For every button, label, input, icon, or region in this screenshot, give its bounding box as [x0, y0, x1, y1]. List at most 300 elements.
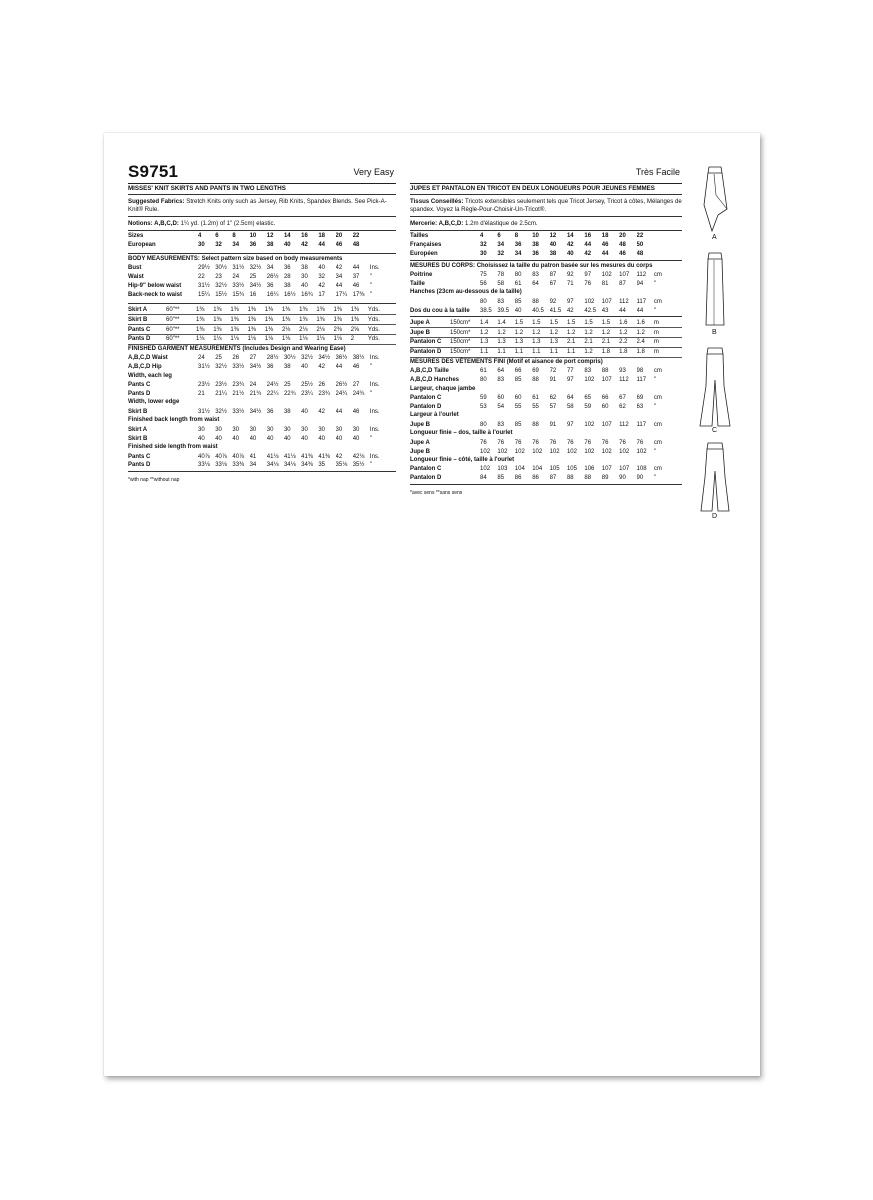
- view-b-drawing: [690, 251, 740, 341]
- table-cell: 102: [619, 448, 630, 455]
- row-label: Pants D: [128, 335, 166, 345]
- row-label: Skirt B: [128, 315, 166, 325]
- table-cell: 1⅜: [248, 325, 265, 335]
- table-cell: 83: [497, 298, 505, 305]
- table-row: [128, 315, 396, 325]
- table-row: [128, 425, 396, 434]
- table-cell: 40: [266, 435, 274, 442]
- table-cell: 30: [335, 426, 343, 433]
- hips-heading-fr: Hanches (23cm au-dessous de la taille): [410, 289, 522, 296]
- table-cell: 60: [601, 403, 609, 410]
- table-cell: 97: [566, 298, 574, 305]
- table-cell: 23½: [198, 382, 210, 389]
- unit: Ins.: [369, 382, 380, 389]
- table-cell: 38: [301, 265, 308, 272]
- table-cell: 36½: [335, 355, 348, 362]
- table-cell: 15½: [215, 291, 227, 298]
- table-cell: 16: [584, 233, 592, 240]
- table-cell: 1.2: [584, 347, 601, 357]
- table-row: [410, 376, 682, 385]
- unit: [370, 232, 396, 241]
- table-row: [128, 335, 396, 345]
- table-cell: 40.5: [532, 307, 544, 314]
- table-cell: 1.6: [637, 318, 654, 327]
- table-cell: 1.5: [532, 318, 549, 327]
- table-cell: 40: [352, 435, 360, 442]
- table-row: [410, 280, 682, 289]
- unit: Ins.: [369, 453, 380, 460]
- table-cell: 40: [198, 435, 205, 442]
- table-cell: 55: [514, 403, 522, 410]
- table-cell: 46: [335, 242, 343, 249]
- leg-width-table-fr: [410, 394, 682, 412]
- table-cell: 1.2: [567, 328, 584, 338]
- table-cell: 32½: [301, 355, 313, 362]
- table-row: [128, 325, 396, 335]
- table-cell: 1⅛: [299, 335, 316, 345]
- table-cell: 21¾: [249, 391, 262, 398]
- table-cell: 102: [636, 448, 647, 455]
- table-cell: 42: [318, 364, 326, 371]
- table-cell: 97: [584, 272, 592, 279]
- table-cell: 22: [636, 233, 644, 240]
- row-label: Pants C: [128, 453, 151, 460]
- unit: m: [654, 338, 682, 348]
- table-row: [410, 474, 682, 483]
- leg-width-heading-fr: Largeur, chaque jambe: [410, 385, 476, 392]
- table-cell: 1⅜: [230, 315, 247, 325]
- row-label: Jupe B: [410, 421, 431, 428]
- side-length-table-fr: [410, 465, 682, 483]
- table-cell: 102: [480, 448, 491, 455]
- view-label-d: D: [712, 513, 718, 520]
- french-column: [410, 165, 682, 496]
- table-cell: 1.2: [602, 328, 619, 338]
- table-cell: 37: [352, 274, 360, 281]
- table-cell: 30: [249, 426, 257, 433]
- table-cell: 83: [497, 421, 505, 428]
- unit: ": [369, 283, 373, 289]
- table-cell: 102: [532, 448, 543, 455]
- table-cell: 40: [549, 242, 557, 249]
- row-label: Tailles: [410, 233, 429, 240]
- table-cell: 1.5: [584, 318, 601, 327]
- back-length-heading-fr: Longueur finie – dos, taille à l'ourlet: [410, 430, 513, 437]
- back-length-table-fr: [410, 438, 682, 456]
- unit: Yds.: [368, 335, 396, 345]
- table-cell: 90: [636, 475, 644, 482]
- table-cell: 2.1: [567, 338, 584, 348]
- table-cell: 91: [549, 377, 557, 384]
- table-cell: 42: [335, 265, 343, 272]
- table-cell: 76: [584, 281, 592, 287]
- table-cell: 42: [584, 251, 592, 258]
- table-cell: 1⅜: [265, 315, 282, 325]
- body-measurements-table-fr: [410, 271, 682, 289]
- table-cell: 26½: [335, 382, 348, 389]
- table-row: [410, 465, 682, 474]
- unit: ": [653, 377, 657, 384]
- table-cell: 6: [497, 233, 501, 240]
- table-cell: 28: [283, 274, 291, 281]
- table-cell: 42: [566, 242, 574, 249]
- table-cell: 1⅜: [213, 315, 230, 325]
- row-label: Pantalon C: [410, 338, 450, 348]
- row-label: A,B,C,D Hanches: [410, 377, 460, 384]
- table-cell: 106: [584, 466, 595, 473]
- table-cell: 85: [514, 298, 522, 305]
- table-cell: 1⅜: [265, 305, 282, 314]
- row-label: Hip-9" below waist: [128, 283, 182, 289]
- table-cell: 44: [601, 251, 609, 258]
- table-cell: 38: [532, 242, 539, 249]
- table-cell: 86: [514, 475, 522, 482]
- table-cell: 23¾: [318, 391, 331, 398]
- table-cell: 81: [601, 281, 609, 287]
- table-cell: 88: [532, 298, 539, 305]
- table-cell: 104: [532, 466, 543, 473]
- table-row: [410, 306, 682, 315]
- table-cell: 17⅜: [352, 291, 365, 298]
- table-cell: 31½: [232, 265, 245, 272]
- table-cell: 34½: [249, 283, 262, 289]
- table-row: [128, 390, 396, 399]
- table-cell: 80: [480, 298, 487, 305]
- table-cell: 1.8: [602, 347, 619, 357]
- table-cell: 72: [549, 368, 557, 375]
- table-row: [410, 297, 682, 306]
- finished-measurements-heading: FINISHED GARMENT MEASUREMENTS (Includes Design and Wearing Ease): [128, 345, 346, 352]
- sizes-table-fr: [410, 232, 682, 259]
- table-cell: 102: [601, 448, 612, 455]
- table-cell: 31½: [198, 283, 210, 289]
- leg-width-table: [128, 381, 396, 399]
- view-label-b: B: [712, 329, 717, 336]
- table-row: [410, 232, 682, 241]
- table-cell: 92: [566, 272, 574, 279]
- table-cell: 30: [301, 274, 308, 281]
- table-cell: 1⅜: [265, 325, 282, 335]
- pattern-title: MISSES' KNIT SKIRTS AND PANTS IN TWO LENGTHS: [128, 185, 286, 192]
- table-cell: 15¾: [232, 291, 245, 298]
- table-cell: 26: [232, 355, 240, 362]
- table-cell: 85: [514, 421, 522, 428]
- table-cell: 1⅛: [316, 335, 333, 345]
- table-cell: 2.4: [637, 338, 654, 348]
- unit: cm: [653, 368, 662, 375]
- table-cell: 40: [283, 435, 291, 442]
- table-cell: 1⅜: [316, 315, 333, 325]
- row-label: Jupe A: [410, 318, 450, 327]
- lower-edge-table: [128, 407, 396, 416]
- unit: ": [369, 274, 373, 281]
- table-cell: 12: [266, 233, 274, 240]
- table-row: [410, 347, 682, 357]
- table-cell: 16: [301, 233, 308, 240]
- table-cell: 57: [549, 403, 557, 410]
- table-cell: 32½: [215, 364, 227, 371]
- table-cell: 22: [198, 274, 205, 281]
- table-cell: 34⅜: [301, 462, 313, 469]
- table-cell: 23½: [215, 382, 227, 389]
- table-cell: 34: [232, 242, 240, 249]
- table-cell: 14: [566, 233, 574, 240]
- table-cell: 46: [352, 283, 360, 289]
- view-label-a: A: [712, 234, 717, 241]
- table-cell: 1⅜: [334, 305, 351, 314]
- table-cell: 112: [619, 421, 629, 428]
- table-cell: 34: [497, 242, 505, 249]
- fabric-width: 60"**: [166, 335, 196, 345]
- table-cell: 88: [532, 421, 539, 428]
- table-row: [128, 273, 396, 282]
- table-cell: 84: [480, 475, 487, 482]
- table-cell: 54: [497, 403, 505, 410]
- table-cell: 34⅛: [283, 462, 296, 469]
- table-row: [410, 338, 682, 348]
- table-cell: 1⅜: [334, 315, 351, 325]
- row-label: Pantalon D: [410, 403, 442, 410]
- unit: Yds.: [368, 315, 396, 325]
- yardage-table: [128, 305, 396, 345]
- table-cell: 93: [619, 368, 626, 375]
- table-cell: 32: [318, 274, 326, 281]
- table-cell: 36: [266, 408, 274, 415]
- unit: ": [369, 364, 373, 371]
- lower-edge-table-fr: [410, 420, 682, 429]
- row-label: Jupe B: [410, 328, 450, 338]
- yardage-table-fr: [410, 318, 682, 358]
- table-cell: 2: [351, 335, 368, 345]
- table-row: [128, 305, 396, 314]
- unit: cm: [653, 466, 662, 473]
- table-cell: 40: [249, 435, 257, 442]
- table-cell: 30: [266, 426, 274, 433]
- table-cell: 16¾: [301, 291, 313, 298]
- table-cell: 2⅛: [299, 325, 316, 335]
- table-cell: 1.4: [497, 318, 514, 327]
- unit: ": [653, 307, 657, 314]
- fabric-width: 150cm*: [450, 347, 480, 357]
- table-cell: 1⅜: [213, 325, 230, 335]
- table-cell: 76: [532, 439, 539, 446]
- table-cell: 62: [549, 395, 557, 402]
- table-row: [410, 402, 682, 411]
- table-cell: 98: [636, 368, 644, 375]
- table-cell: 107: [601, 466, 612, 473]
- row-label: Waist: [128, 274, 144, 281]
- table-cell: 38: [549, 251, 557, 258]
- fabric-width: 150cm*: [450, 328, 480, 338]
- table-cell: 22: [352, 233, 360, 240]
- body-measurements-table-fr-b: [410, 297, 682, 315]
- table-cell: 10: [532, 233, 539, 240]
- table-cell: 40⅞: [215, 453, 227, 460]
- table-cell: 31½: [198, 364, 210, 371]
- table-cell: 24½: [266, 382, 279, 389]
- table-cell: 1⅛: [248, 335, 265, 345]
- table-cell: 76: [619, 439, 626, 446]
- difficulty-label: Very Easy: [353, 167, 394, 177]
- table-cell: 88: [532, 377, 539, 384]
- fabric-width: 150cm*: [450, 338, 480, 348]
- row-label: A,B,C,D Taille: [410, 368, 449, 375]
- table-cell: 48: [636, 251, 644, 258]
- table-cell: 75: [480, 272, 487, 279]
- table-cell: 35: [318, 462, 326, 469]
- table-cell: 22¾: [283, 391, 296, 398]
- table-cell: 43: [601, 307, 609, 314]
- table-cell: 40: [301, 364, 308, 371]
- table-cell: 8: [232, 233, 236, 240]
- table-cell: 107: [601, 421, 612, 428]
- table-row: [128, 290, 396, 299]
- table-cell: 40: [514, 307, 522, 314]
- table-cell: 55: [532, 403, 539, 410]
- unit: ": [369, 391, 373, 398]
- table-cell: 44: [335, 364, 343, 371]
- table-cell: 16¼: [266, 291, 279, 298]
- table-cell: 42.5: [584, 307, 597, 314]
- table-row: [410, 250, 682, 259]
- table-cell: 24¾: [352, 391, 365, 398]
- table-cell: 77: [566, 368, 574, 375]
- table-cell: 1.1: [532, 347, 549, 357]
- row-label: Pantalon C: [410, 395, 442, 402]
- table-cell: 34½: [318, 355, 331, 362]
- table-cell: 16½: [283, 291, 296, 298]
- table-cell: 1⅜: [282, 305, 299, 314]
- table-cell: 94: [636, 281, 644, 287]
- table-row: [410, 271, 682, 280]
- table-cell: 44: [636, 307, 644, 314]
- row-label: Skirt A: [128, 305, 166, 314]
- table-cell: 38.5: [480, 307, 492, 314]
- table-cell: 25: [249, 274, 257, 281]
- table-cell: 102: [480, 466, 491, 473]
- table-cell: 42: [301, 242, 308, 249]
- table-cell: 23: [215, 274, 222, 281]
- table-cell: 1⅛: [265, 335, 282, 345]
- row-label: Pants C: [128, 325, 166, 335]
- table-cell: 1⅜: [248, 305, 265, 314]
- table-cell: 108: [636, 466, 647, 473]
- table-cell: 1⅛: [230, 335, 247, 345]
- table-cell: 1.1: [497, 347, 514, 357]
- table-cell: 80: [480, 377, 487, 384]
- table-cell: 107: [601, 377, 612, 384]
- table-cell: 1.1: [515, 347, 532, 357]
- table-cell: 30: [198, 242, 205, 249]
- table-cell: 76: [480, 439, 487, 446]
- table-cell: 71: [566, 281, 574, 287]
- table-cell: 1.2: [532, 328, 549, 338]
- unit: [654, 250, 682, 259]
- table-cell: 53: [480, 403, 487, 410]
- back-length-heading: Finished back length from waist: [128, 417, 220, 424]
- table-cell: 117: [636, 377, 647, 384]
- table-cell: 10: [249, 233, 257, 240]
- unit: ": [653, 475, 657, 482]
- table-cell: 24¼: [335, 391, 348, 398]
- table-cell: 24: [198, 355, 205, 362]
- table-cell: 62: [619, 403, 626, 410]
- table-cell: 48: [352, 242, 360, 249]
- row-label: Skirt A: [128, 426, 148, 433]
- table-cell: 38: [283, 364, 291, 371]
- table-cell: 85: [497, 475, 505, 482]
- table-cell: 1.2: [550, 328, 567, 338]
- table-cell: 30: [480, 251, 487, 258]
- row-label: Pants D: [128, 462, 151, 469]
- table-cell: 102: [584, 448, 595, 455]
- table-cell: 2⅛: [316, 325, 333, 335]
- table-cell: 91: [549, 421, 557, 428]
- finished-measurements-heading-fr: MESURES DES VÊTEMENTS FINI (Motif et aisance de port compris): [410, 358, 603, 365]
- table-row: [128, 363, 396, 372]
- table-row: [128, 407, 396, 416]
- table-cell: 44: [318, 242, 326, 249]
- table-cell: 33⅛: [215, 462, 227, 469]
- table-cell: 22¼: [266, 391, 279, 398]
- unit: cm: [653, 395, 662, 402]
- table-row: [128, 232, 396, 241]
- table-cell: 34⅛: [266, 462, 279, 469]
- table-cell: 83: [497, 377, 505, 384]
- notions-fr: Mercerie: A,B,C,D: 1.2m d'élastique de 2.5cm.: [410, 220, 538, 227]
- table-cell: 38: [283, 283, 291, 289]
- table-cell: 30: [232, 426, 240, 433]
- table-cell: 33½: [232, 364, 245, 371]
- table-cell: 40⅞: [198, 453, 210, 460]
- table-cell: 85: [514, 377, 522, 384]
- unit: Yds.: [368, 325, 396, 335]
- table-cell: 40: [232, 435, 240, 442]
- table-cell: 80: [480, 421, 487, 428]
- body-measurements-heading-fr: MESURES DU CORPS: Choisissez la taille du patron basée sur les mesures du corps: [410, 262, 653, 269]
- table-cell: 30: [283, 426, 291, 433]
- table-cell: 40: [335, 435, 343, 442]
- unit: Ins.: [369, 426, 380, 433]
- table-cell: 21½: [232, 391, 245, 398]
- table-cell: 66: [601, 395, 609, 402]
- table-cell: 38½: [352, 355, 365, 362]
- footnote: *with nap **without nap: [128, 476, 180, 483]
- table-cell: 1⅜: [299, 305, 316, 314]
- table-cell: 117: [636, 298, 647, 305]
- table-cell: 1.2: [619, 328, 636, 338]
- unit: m: [654, 347, 682, 357]
- table-cell: 102: [497, 448, 508, 455]
- table-cell: 40: [566, 251, 574, 258]
- table-row: [128, 354, 396, 363]
- table-cell: 107: [619, 272, 630, 279]
- suggested-fabrics-fr: Tissus Conseillés: Tricots extensibles seulement tels que Tricot Jersey, Tricot à côtes, Mélanges de spandex. Voyez la Règle-Pour-Choisir-Un-Tricot®.: [410, 198, 682, 213]
- table-cell: 44: [335, 283, 343, 289]
- row-label: Taille: [410, 281, 425, 287]
- table-cell: 1.2: [497, 328, 514, 338]
- table-cell: 86: [532, 475, 539, 482]
- table-cell: 36: [249, 242, 257, 249]
- table-cell: 1.5: [550, 318, 567, 327]
- row-label: Pantalon D: [410, 475, 442, 482]
- row-label: Skirt B: [128, 408, 148, 415]
- sizes-table: [128, 232, 396, 250]
- table-cell: 112: [619, 298, 629, 305]
- table-cell: 20: [619, 233, 626, 240]
- table-cell: 112: [619, 377, 629, 384]
- table-cell: 32: [497, 251, 505, 258]
